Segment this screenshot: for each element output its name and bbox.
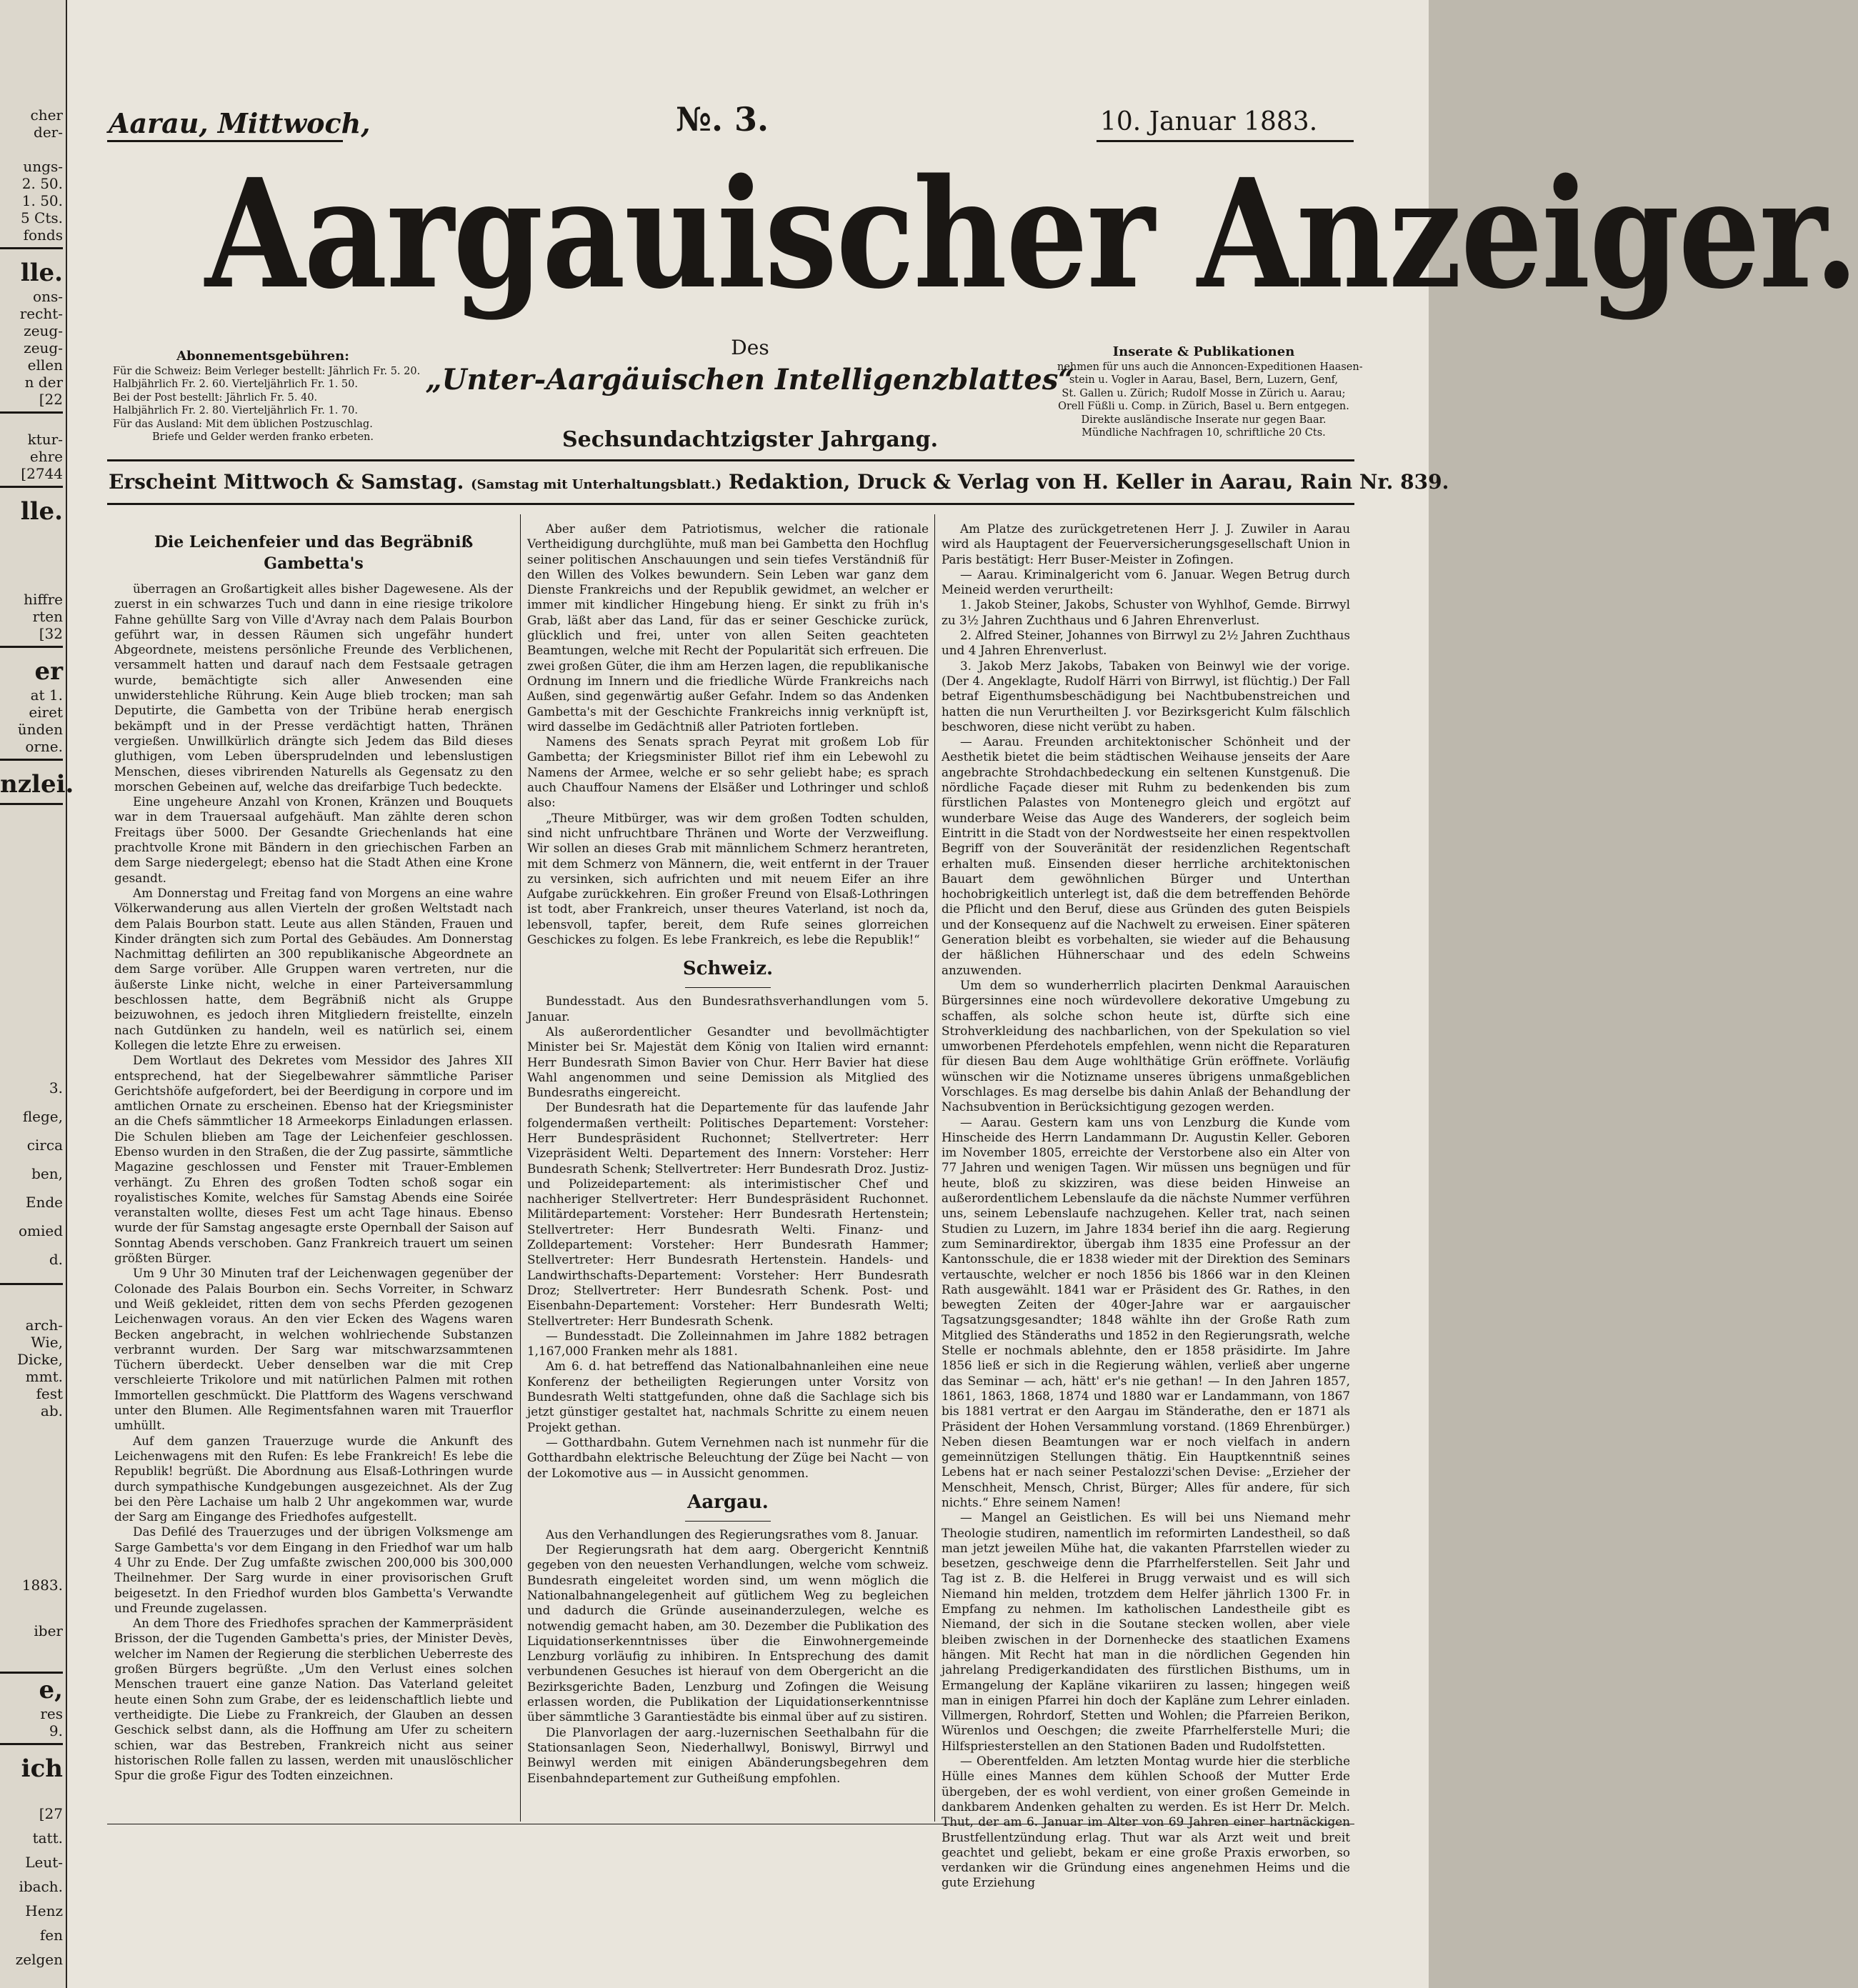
strip-text: d. [49, 1251, 63, 1268]
strip-text: orne. [25, 738, 63, 755]
strip-text: ungs- [23, 158, 63, 175]
article-paragraph: Namens des Senats sprach Peyrat mit großem Lob für Gambetta; der Kriegsminister Billot rief ihm ein Lebewohl zu Namens der Armee, welche er so sehr geliebt habe; es sprach auch Chauffour Namens der Elsäßer und Lothringer und schloß also: [527, 734, 929, 810]
issue-date: 10. Januar 1883. [1100, 107, 1318, 136]
news-item: — Aarau. Kriminalgericht vom 6. Januar. Wegen Betrug durch Meineid werden verurtheilt: [942, 566, 1350, 597]
article-paragraph: überragen an Großartigkeit alles bisher Dagewesene. Als der zuerst in ein schwarzes Tuch und dann in eine riesige trikolore Fahne gehüllte Sarg von Ville d'Avray nach dem Palais Bourbon geführt war, in dessen Räumen sich ungefähr hundert Abgeordnete, meistens persönliche Freunde des Verblichenen, versammelt hatten und darauf nach dem Festsaale getragen wurde, bemächtigte sich aller Anwesenden eine unwiderstehliche Rührung. Kein Auge blieb trocken; man sah Deputirte, die Gambetta von der Tribüne herab energisch bekämpft und in der Presse verdächtigt hatten, Thränen vergießen. Unwillkürlich drängte sich Jedem das Bild dieses gluthigen, vom Leben übersprudelnden und lebenslustigen Menschen, dieses vibrirenden Naturells als Gegensatz zu den morschen Gebeinen auf, welche das dreifarbige Tuch bedeckte. [114, 581, 513, 794]
strip-text: ehre [29, 448, 63, 465]
strip-rule [0, 646, 63, 648]
strip-rule [0, 247, 63, 249]
article-paragraph: Um 9 Uhr 30 Minuten traf der Leichenwagen gegenüber der Colonade des Palais Bourbon ein. Sechs Vorreiter, in Schwarz und Weiß gekleidet, ritten dem von sechs Pferden gezogenen Leichenwagen voraus. An den vier Ecken des Wagens waren Becken angebracht, in welchen wohlriechende Substanzen verbrannt wurden. Der Sarg war mitschwarzsammtenen Tüchern überdeckt. Ueber denselben war die mit Crep verschleierte Trikolore und mit natürlichen Palmen mit rothen Immortellen geschmückt. Die Plattform des Wagens verschwand unter den Blumen. Alle Regimentsfahnen waren mit Trauerflor umhüllt. [114, 1266, 513, 1433]
strip-text: ben, [31, 1165, 63, 1182]
news-item: 2. Alfred Steiner, Johannes von Birrwyl zu 2½ Jahren Zuchthaus und 4 Jahren Ehrenverlust. [942, 628, 1350, 658]
article-paragraph: An dem Thore des Friedhofes sprachen der Kammerpräsident Brisson, der die Tugenden Gambetta's pries, der Minister Devès, welcher im Namen der Regierung die sterblichen Ueberreste des großen Bürgers begrüßte. „Um den Verlust eines solchen Menschen trauert eine ganze Nation. Das Vaterland geleitet heute einen Sohn zum Grabe, der es leidenschaftlich liebte und vertheidigte. Die Liebe zu Frankreich, der Glauben an dessen Geschick selbst dann, als die Hoffnung am Ufer zu scheitern schien, war das Bestreben, Frankreich nicht aus seiner historischen Rolle fallen zu lassen, werden mit unauslöschlicher Spur die große Figur des Todten einzeichnen. [114, 1616, 513, 1783]
subscription-line: Für das Ausland: Mit dem üblichen Postzuschlag. [113, 418, 373, 430]
strip-text: fen [39, 1927, 63, 1944]
advertising-line: Direkte ausländische Inserate nur gegen Baar. [1081, 414, 1327, 426]
strip-text: lle. [20, 497, 63, 526]
news-item: Der Regierungsrath hat dem aarg. Obergericht Kenntniß gegeben von den neuesten Verhandlungen, welche vom schweiz. Bundesrath eingeleitet worden sind, um wenn möglich die Nationalbahnangelegenheit auf gütlichem Weg zu begleichen und dadurch die Gründe auseinanderzulegen, welche es notwendig gemacht haben, am 30. Dezember die Publikation des Liquidationserkenntnisses über die Einwohnergemeinde Lenzburg vorläufig zu inhibiren. In Entsprechung des damit verbundenen Gesuches ist hierauf von dem Obergericht an die Bezirksgerichte Baden, Lenzburg und Zofingen die Weisung erlassen worden, die Publikation der Liquidationserkenntnisse über sämmtliche 3 Garantiestädte bis einmal über auf zu sistiren. [527, 1542, 929, 1724]
subscription-line: Für die Schweiz: Beim Verleger bestellt: Jährlich Fr. 5. 20. [113, 365, 421, 377]
publication-days: Erscheint Mittwoch & Samstag. [109, 470, 464, 494]
strip-text: omied [18, 1222, 63, 1239]
subscription-line: Halbjährlich Fr. 2. 80. Vierteljährlich Fr. 1. 70. [113, 405, 358, 416]
news-item: — Aarau. Freunden architektonischer Schönheit und der Aesthetik bietet die beim städtischen Weihause jenseits der Aare angebrachte Strohdachbedeckung ein seltenen Kunstgenuß. Die nördliche Façade dieser mit Ruhm zu bedenkenden bis zum fürstlichen Palastes von Montenegro gleich und ergötzt auf wunderbare Weise das Auge des Wanderers, der sogleich beim Eintritt in die Stadt von der Nordwestseite her einen respektvollen Begriff von der Souveränität der residenzlichen Regentschaft erhalten muß. Einsenden dieser herrliche architektonischen Bauart dem gewöhnlichen Bürger und Unterthan hochobrigkeitlich unterlegt ist, daß die dem betreffenden Behörde die Pflicht und den Beruf, diese aus Gründen des guten Beispiels und der Konsequenz auf die Nachwelt zu erweisen. Einer späteren Generation bleibt es vorbehalten, sie wieder auf die Behausung der häßlichen Hühnerschaar und des edeln Schweins anzuwenden. [942, 734, 1350, 977]
article-title-gambetta: Die Leichenfeier und das Begräbniß Gambetta's [154, 533, 474, 573]
strip-text: Leut- [25, 1854, 63, 1871]
news-item: Die Planvorlagen der aarg.-luzernischen Seethalbahn für die Stationsanlagen Seon, Niederhallwyl, Boniswyl, Birrwyl und Beinwyl werden mit einigen Abänderungsbegehren dem Eisenbahndepartement zur Gutheißung empfohlen. [527, 1724, 929, 1785]
news-item: Um dem so wunderherrlich placirten Denkmal Aarauischen Bürgersinnes eine noch würdevollere dekorative Umgebung zu schaffen, als solche schon heute ist, dürfte sich eine Strohverkleidung des nachbarlichen, von der Spekulation so viel umworbenen Pferdehotels empfehlen, wenn nicht die Reparaturen für diesen Bau dem Auge wohlthätige Grün eröffnete. Vorläufig wünschen wir die Notizname unseres übrigens unmaßgeblichen Vorschlages. Es mag derselbe bis dahin Anlaß der Behandlung der Nachsubvention in Berücksichtigung gezogen werden. [942, 977, 1350, 1114]
section-heading-aargau: Aargau. [687, 1491, 769, 1513]
strip-text: mmt. [25, 1368, 63, 1385]
news-item: 3. Jakob Merz Jakobs, Tabaken von Beinwyl wie der vorige. (Der 4. Angeklagte, Rudolf Härri von Birrwyl, ist flüchtig.) Der Fall betraf Eigenthumsbeschädigung bei Nachtbubenstreichen und hatten die nun Verurtheilten J. vor Bezirksgericht Kulm fälschlich beschworen, diese nicht verübt zu haben. [942, 658, 1350, 734]
strip-text: tatt. [32, 1829, 63, 1847]
news-item: Am Platze des zurückgetretenen Herr J. J. Zuwiler in Aarau wird als Hauptagent der Feuerversicherungsgesellschaft Union in Paris bestätigt: Herr Buser-Meister in Zofingen. [942, 521, 1350, 566]
news-item: — Aarau. Gestern kam uns von Lenzburg die Kunde vom Hinscheide des Herrn Landammann Dr. Augustin Keller. Geboren im November 1805, erreichte der Verstorbene also ein Alter von 77 Jahren und wenigen Tagen. Wir müssen uns begnügen und für heute, bloß zu skizziren, was diese beiden Hinweise an außerordentlichem Lebenslaufe da die nächste Nummer verführen uns, seinem Lebenslaufe nachzugehen. Keller trat, nach seinen Studien zu Luzern, im Jahre 1834 berief ihn die aarg. Regierung zum Seminardirektor, übergab ihm 1835 eine Professur an der Kantonsschule, die er 1838 wieder mit der Direktion des Seminars vertauschte, welcher er noch 1856 bis 1866 war in den Kleinen Rath ausgewählt. 1841 war er Präsident des Gr. Rathes, in den bewegten Zeiten der 40ger-Jahre war er aargauischer Tagsatzungsgesandter; 1848 wählte ihn der Große Rath zum Mitglied des Ständeraths und 1852 in den Regierungsrath, welche Stelle er nochmals ablehnte, den er 1858 präsidirte. Im Jahre 1856 ließ er sich in die Regierung wählen, verließ aber ungerne das Seminar — ach, hätt' er's nie gethan! — In den Jahren 1857, 1861, 1863, 1868, 1874 und 1880 war er Landammann, von 1867 bis 1881 vertrat er den Aargau im Ständerathe, den er 1871 als Präsident der Hohen Versammlung vorstand. (1869 Ehrenbürger.) Neben diesen Beamtungen war er noch vielfach in andern gemeinnützigen Stellungen thätig. Ein Hauptkenntniß seines Lebens hat er nach seiner Pestalozzi'schen Devise: „Erzieher der Menschheit, Mensch, Christ, Bürger; Alles für andere, für sich nichts.“ Ehre seinem Namen! [942, 1114, 1350, 1509]
strip-text: rten [32, 608, 63, 625]
strip-rule [0, 803, 63, 805]
strip-text: 1883. [21, 1577, 63, 1594]
column-3 [942, 521, 1350, 1890]
issue-number: №. 3. [676, 100, 769, 139]
strip-text: 2. 50. [21, 175, 63, 192]
strip-rule [0, 1672, 63, 1674]
strip-text: ab. [40, 1402, 63, 1419]
subscription-line: Briefe und Gelder werden franko erbeten. [151, 431, 374, 443]
strip-rule [0, 411, 63, 414]
column-1 [114, 521, 513, 1814]
news-item: — Bundesstadt. Die Zolleinnahmen im Jahre 1882 betragen 1,167,000 Franken mehr als 1881. [527, 1328, 929, 1359]
strip-text: 3. [49, 1079, 63, 1097]
column-divider [520, 514, 521, 1822]
adjacent-page-strip [0, 0, 74, 1988]
strip-rule [0, 1743, 63, 1745]
des-label: Des [731, 336, 769, 359]
strip-text: nzlei. [0, 770, 74, 799]
subscription-box [113, 349, 421, 444]
masthead-rule-top [107, 459, 1354, 461]
news-item: — Gotthardbahn. Gutem Vernehmen nach ist nunmehr für die Gotthardbahn elektrische Beleuchtung der Züge bei Nacht — von der Lokomotive aus — in Aussicht genommen. [527, 1434, 929, 1480]
strip-text: Ende [25, 1194, 63, 1211]
news-item: Als außerordentlicher Gesandter und bevollmächtigter Minister bei Sr. Majestät dem König von Italien wird ernannt: Herr Bundesrath Simon Bavier von Chur. Herr Bavier hat diese Wahl angenommen und seine Demission als Mitglied des Bundesraths eingereicht. [527, 1024, 929, 1100]
article-paragraph: Aber außer dem Patriotismus, welcher die rationale Vertheidigung durchglühte, muß man bei Gambetta den Hochflug seiner politischen Anschauungen und sein tiefes Verständniß für den Willen des Volkes bewundern. Sein Leben war ganz dem Dienste Frankreichs und der Republik gewidmet, an welcher er immer mit kindlicher Hingebung hieng. Er sinkt zu früh in's Grab, läßt aber das Land, für das er seiner Geschicke zurück, glücklich und frei, unter von allen Seiten geachteten Beamtungen, welche mit Recht der Popularität sich erfreuen. Die zwei großen Güter, die ihm am Herzen lagen, die republikanische Ordnung im Innern und die friedliche Würde Frankreichs nach Außen, sind gegenwärtig außer Gefahr. Indem so das Andenken Gambetta's mit der Geschichte Frankreichs innig verknüpft ist, wird dasselbe im Gedächtniß aller Patrioten fortleben. [527, 521, 929, 734]
column-2 [527, 521, 929, 1814]
article-paragraph: „Theure Mitbürger, was wir dem großen Todten schulden, sind nicht unfruchtbare Thränen und Worte der Verzweiflung. Wir sollen an dieses Grab mit männlichem Schmerz herantreten, mit dem Schmerz von Männern, die, weit entfernt in der Trauer zu versinken, sich aufrichten und mit neuem Eifer an ihre Aufgabe zurückkehren. Ein großer Freund von Elsaß-Lothringen ist todt, aber Frankreich, unser theures Vaterland, ist noch da, lebensvoll, tapfer, bereit, dem Rufe seines glorreichen Geschickes zu folgen. Es lebe Frankreich, es lebe die Republik!“ [527, 810, 929, 947]
section-rule [685, 1521, 771, 1522]
strip-text: recht- [19, 305, 63, 322]
strip-text: hiffre [24, 591, 63, 608]
strip-text: n der [24, 374, 63, 391]
strip-text: iber [34, 1622, 63, 1639]
column-divider [934, 514, 935, 1822]
strip-text: ons- [33, 288, 63, 305]
subscription-heading: Abonnementsgebühren: [176, 349, 349, 364]
strip-text: zeug- [24, 339, 63, 356]
strip-text: [32 [39, 625, 63, 642]
strip-text: der- [34, 124, 63, 141]
article-paragraph: Das Defilé des Trauerzuges und der übrigen Volksmenge am Sarge Gambetta's vor dem Eingang in den Friedhof war um halb 4 Uhr zu Ende. Der Zug umfaßte zwischen 200,000 bis 300,000 Theilnehmer. Der Sarg wurde in einer provisorischen Gruft beigesetzt. In den Friedhof wurden blos Gambetta's Verwandte und Freunde zugelassen. [114, 1524, 513, 1615]
strip-text: er [34, 657, 63, 686]
strip-text: Henz [25, 1902, 63, 1919]
strip-text: arch- [25, 1317, 63, 1334]
publisher-info: Redaktion, Druck & Verlag von H. Keller in Aarau, Rain Nr. 839. [728, 470, 1449, 494]
strip-text: 9. [49, 1722, 63, 1739]
advertising-line: nehmen für uns auch die Annoncen-Expeditionen Haasen- [1057, 361, 1363, 373]
article-paragraph: Am Donnerstag und Freitag fand von Morgens an eine wahre Völkerwanderung aus allen Vierteln der großen Weltstadt nach dem Palais Bourbon statt. Leute aus allen Ständen, Frauen und Kinder drängten sich zum Portal des Gebäudes. Am Donnerstag Nachmittag defilirten an 300 republikanische Abgeordnete an dem Sarge vorüber. Alle Gruppen waren vertreten, nur die äußerste Linke nicht, welche in einer Parteiversammlung beschlossen hatte, dem Begräbniß nicht als Gruppe beizuwohnen, es jedoch ihren Mitgliedern freistellte, einzeln nach Gutdünken zu handeln, weil es natürlich sei, einem Kollegen die letzte Ehre zu erweisen. [114, 885, 513, 1052]
advertising-line: Mündliche Nachfragen 10, schriftliche 20 Cts. [1082, 427, 1326, 439]
strip-text: 5 Cts. [20, 209, 63, 226]
strip-text: fonds [23, 226, 63, 244]
advertising-box [1057, 344, 1363, 440]
news-item: 1. Jakob Steiner, Jakobs, Schuster von Wyhlhof, Gemde. Birrwyl zu 3½ Jahren Zuchthaus und 6 Jahren Ehrenverlust. [942, 597, 1350, 627]
strip-rule [0, 486, 63, 488]
news-item: Aus den Verhandlungen des Regierungsrathes vom 8. Januar. [546, 1527, 919, 1542]
article-paragraph: Dem Wortlaut des Dekretes vom Messidor des Jahres XII entsprechend, hat der Siegelbewahrer sämmtliche Pariser Gerichtshöfe aufgefordert, bei der Beerdigung in corpore und im amtlichen Ornate zu erscheinen. Ebenso hat der Kriegsminister an die Chefs sämmtlicher 18 Armeekorps Einladungen erlassen. Die Schulen blieben am Tage der Leichenfeier geschlossen. Ebenso wurden in den Straßen, die der Zug passirte, sämmtliche Magazine geschlossen und Fenster mit Trauer-Emblemen verhängt. Zu Ehren des großen Todten schoß sogar ein royalistisches Komite, welches für Samstag Abends eine Soirée veranstalten wollte, dieses Fest um acht Tage hinaus. Ebenso wurde der für Samstag angesagte erste Opernball der Saison auf Sonntag Abends verschoben. Ganz Frankreich trauert um seinen größten Bürger. [114, 1053, 513, 1266]
news-item: Am 6. d. hat betreffend das Nationalbahnanleihen eine neue Konferenz der betheiligten Regierungen unter Vorsitz von Bundesrath Welti stattgefunden, ohne daß die Sachlage sich bis jetzt günstiger gestaltet hat, nachmals Schritte zu einem neuen Projekt gethan. [527, 1359, 929, 1434]
strip-rule [0, 759, 63, 761]
strip-text: 1. 50. [21, 192, 63, 209]
strip-text: Wie, [31, 1334, 63, 1351]
strip-text: e, [39, 1676, 63, 1704]
strip-text: Dicke, [17, 1351, 63, 1368]
header-place: Aarau, Mittwoch, [109, 107, 371, 139]
section-rule [685, 987, 771, 988]
advertising-heading: Inserate & Publikationen [1112, 344, 1295, 359]
publication-note: (Samstag mit Unterhaltungsblatt.) [471, 477, 722, 492]
strip-text: res [40, 1705, 63, 1722]
strip-text: lle. [20, 259, 63, 287]
subscription-line: Bei der Post bestellt: Jährlich Fr. 5. 40. [113, 391, 318, 404]
news-item: Bundesstadt. Aus den Bundesrathsverhandlungen vom 5. Januar. [527, 994, 929, 1024]
news-item: — Oberentfelden. Am letzten Montag wurde hier die sterbliche Hülle eines Mannes dem kühlen Schooß der Mutter Erde übergeben, der es wohl verdient, von einer großen Gemeinde in dankbarem Andenken gehalten zu werden. Es ist Herr Dr. Melch. Thut, der am 6. Januar im Alter von 69 Jahren einer hartnäckigen Brustfellentzündung erlag. Thut war als Arzt weit und breit geachtet und geliebt, bekam er eine große Praxis erworben, so verdanken wir die Gründung eines angenehmen Heims und die gute Erziehung [942, 1754, 1350, 1890]
strip-text: flege, [22, 1108, 63, 1125]
strip-text: ktur- [27, 431, 63, 448]
subscription-line: Halbjährlich Fr. 2. 60. Vierteljährlich Fr. 1. 50. [113, 379, 358, 390]
strip-text: circa [26, 1137, 63, 1154]
news-item: Der Bundesrath hat die Departemente für das laufende Jahr folgendermaßen vertheilt: Politisches Departement: Vorsteher: Herr Bundespräsident Ruchonnet; Stellvertreter: Herr Vizepräsident Welti. Departement des Innern: Vorsteher: Herr Bundesrath Schenk; Stellvertreter: Herr Bundesrath Droz. Justiz- und Polizeidepartement: als interimistischer Chef und nachheriger Stellvertreter: Herr Bundespräsident Ruchonnet. Militärdepartement: Vorsteher: Herr Bundesrath Hertenstein; Stellvertreter: Herr Bundesrath Welti. Finanz- und Zolldepartement: Vorsteher: Herr Bundesrath Hammer; Stellvertreter: Herr Bundesrath Hertenstein. Handels- und Landwirthschafts-Departement: Vorsteher: Herr Bundesrath Droz; Stellvertreter: Herr Bundesrath Schenk. Post- und Eisenbahn-Departement: Vorsteher: Herr Bundesrath Welti; Stellvertreter: Herr Bundesrath Schenk. [527, 1100, 929, 1328]
article-paragraph: Eine ungeheure Anzahl von Kronen, Kränzen und Bouquets war in dem Trauersaal aufgehäuft. Man zählte deren schon Freitags über 5000. Der Gesandte Griechenlands hat eine prachtvolle Krone mit Bändern in den griechischen Farben an dem Sarge niedergelegt; ebenso hat die Stadt Athen eine Krone gesandt. [114, 794, 513, 885]
strip-text: zeug- [24, 322, 63, 339]
masthead-rule-bottom [107, 503, 1354, 505]
publication-info [109, 464, 1449, 500]
strip-text: ellen [27, 356, 63, 374]
strip-text: cher [30, 106, 63, 124]
advertising-line: Orell Füßli u. Comp. in Zürich, Basel u. Bern entgegen. [1058, 401, 1349, 412]
news-item: — Mangel an Geistlichen. Es will bei uns Niemand mehr Theologie studiren, namentlich im reformirten Landestheil, so daß man jetzt jeweilen Mühe hat, die vakanten Pfarrstellen wieder zu besetzen, geschweige denn die Pfarrhelferstellen. Seit Jahr und Tag ist z. B. die Helferei in Brugg verwaist und es will sich Niemand hin melden, trotzdem dem Helfer jährlich 1300 Fr. in Empfang zu nehmen. Im katholischen Landestheile gibt es Niemand, der sich in die Soutane stecken wollen, aber viele bleiben zwischen in der Dornenhecke des staatlichen Examens hängen. Mit Recht hat man in die nördlichen Gegenden hin jahrelang Predigerkandidaten des fürstlichen Bisthums, um in Ermangelung der Kapläne vikariiren zu lassen; hingegen weiß man in einigen Pfarrei hin doch der Kapläne zum Lehrer einladen. Villmergen, Rohrdorf, Stetten und Wohlen; die Pfarreien Berikon, Würenlos und Oeschgen; die zweite Pfarrhelferstelle Muri; die Hilfspriesterstellen an den Stationen Baden und Rudolfstetten. [942, 1510, 1350, 1753]
volume-year: Sechsundachtzigster Jahrgang. [561, 427, 939, 452]
strip-text: ich [21, 1754, 63, 1783]
strip-text: fest [36, 1385, 63, 1402]
strip-text: at 1. [30, 686, 63, 704]
advertising-line: St. Gallen u. Zürich; Rudolf Mosse in Zürich u. Aarau; [1062, 387, 1346, 399]
strip-text: [2744 [21, 465, 63, 482]
strip-text: ünden [17, 721, 63, 738]
strip-text: eiret [29, 704, 63, 721]
strip-rule [0, 1283, 63, 1285]
article-paragraph: Auf dem ganzen Trauerzuge wurde die Ankunft des Leichenwagens mit den Rufen: Es lebe Frankreich! Es lebe die Republik! begrüßt. Die Abordnung aus Elsaß-Lothringen wurde durch sympathische Kundgebungen ausgezeichnet. Als der Zug bei den Père Lachaise um halb 2 Uhr angekommen war, wurde der Sarg am Eingange des Friedhofes aufgestellt. [114, 1433, 513, 1524]
newspaper-subtitle: „Unter-Aargäuischen Intelligenzblattes“ [425, 363, 1075, 396]
section-heading-schweiz: Schweiz. [682, 958, 774, 980]
advertising-line: stein u. Vogler in Aarau, Basel, Bern, Luzern, Genf, [1069, 374, 1339, 386]
strip-text: [27 [39, 1805, 63, 1822]
newspaper-title: Aargauischer Anzeiger. [205, 146, 1858, 322]
strip-text: ibach. [19, 1878, 63, 1895]
strip-text: [22 [39, 391, 63, 408]
strip-text: zelgen [15, 1951, 63, 1968]
